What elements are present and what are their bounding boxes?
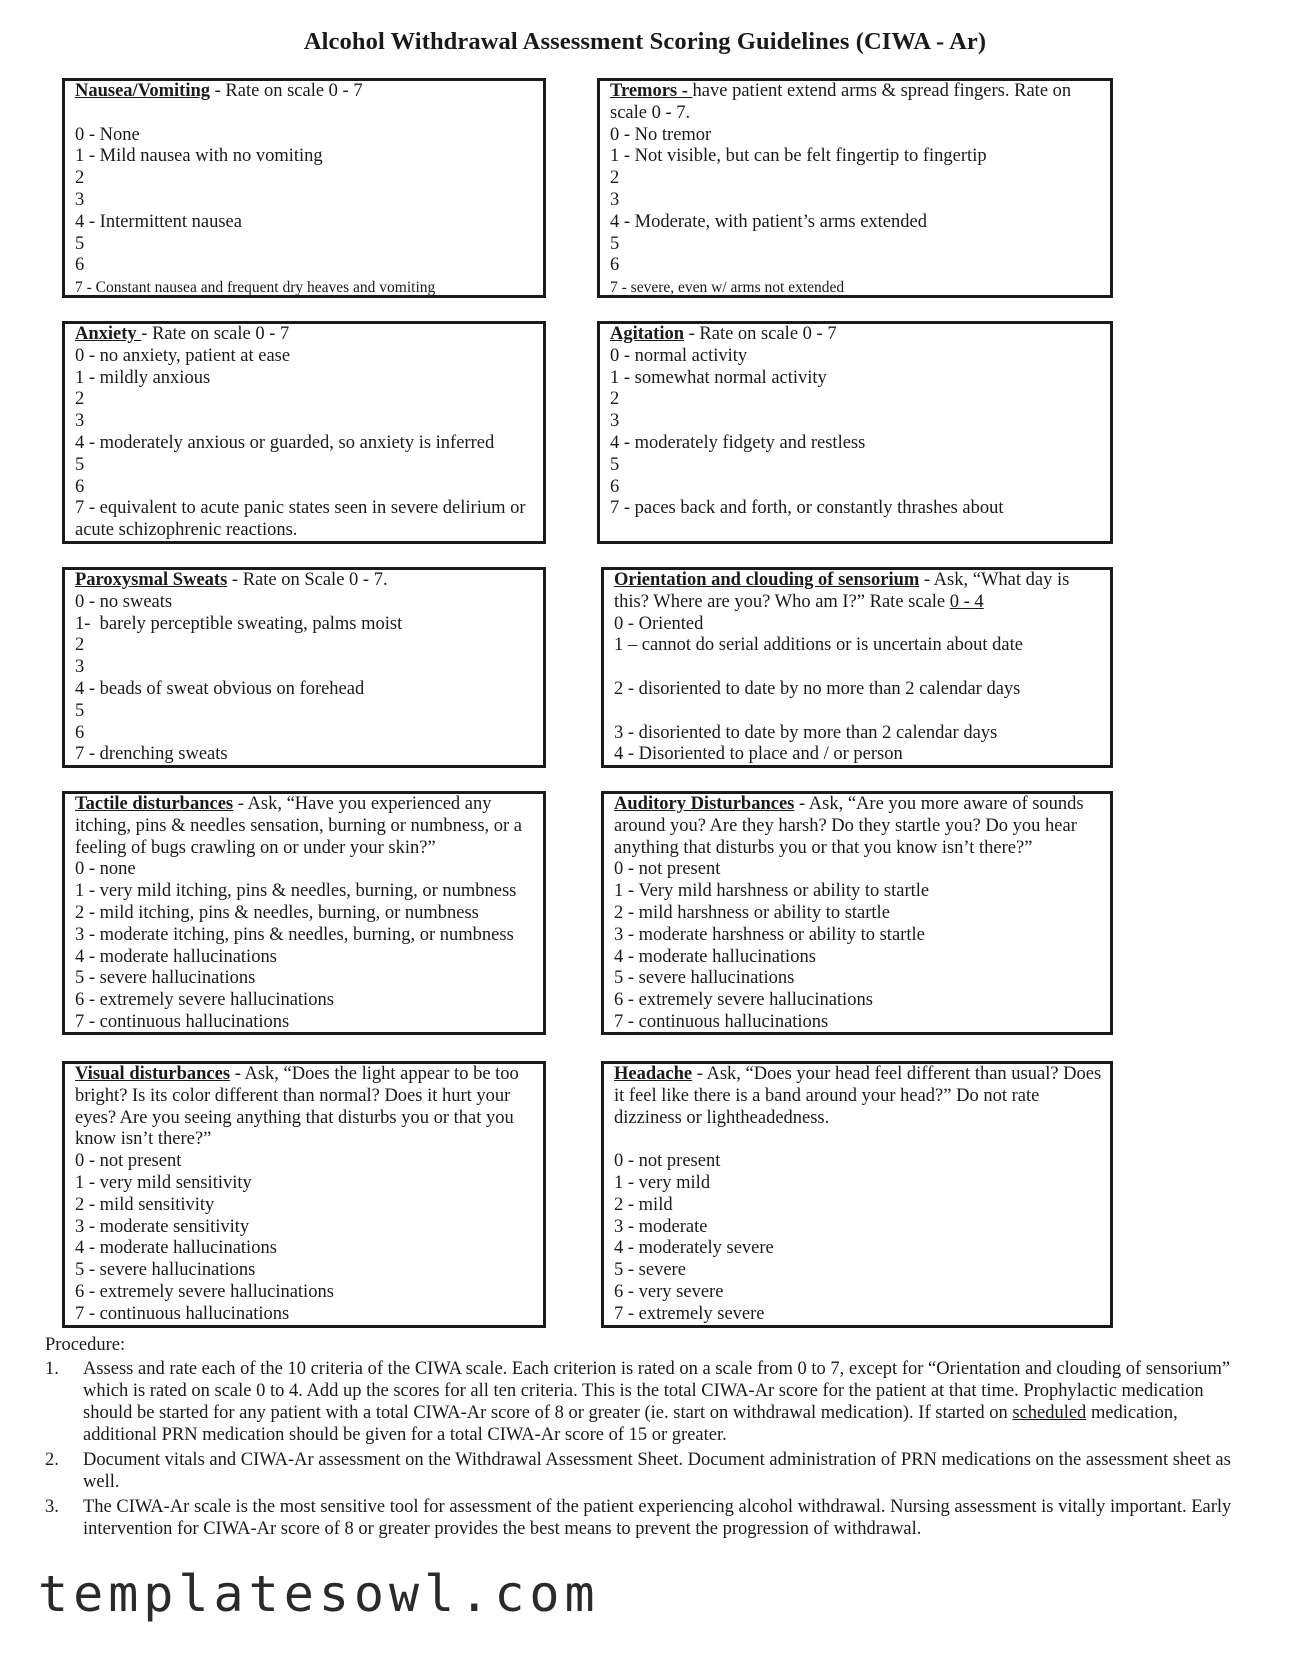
auditory-item: 0 - not present	[614, 859, 721, 880]
procedure-step-text: medication, additional PRN medication should be given for a total CIWA-Ar score of 15 or greater.	[83, 1403, 1178, 1445]
agitation-intro-text: - Rate on scale 0 - 7	[684, 324, 837, 344]
visual-item: 4 - moderate hallucinations	[75, 1238, 277, 1259]
nausea-item: 1 - Mild nausea with no vomiting	[75, 146, 323, 167]
orientation-item: 4 - Disoriented to place and / or person	[614, 744, 903, 765]
orientation-intro	[614, 570, 1102, 614]
tactile-heading: Tactile disturbances	[75, 794, 234, 814]
tremors-intro	[610, 81, 1102, 125]
procedure-step	[45, 1496, 1255, 1540]
auditory-heading: Auditory Disturbances	[614, 794, 795, 814]
tremors-item: 2	[610, 168, 620, 189]
tremors-box	[597, 78, 1113, 298]
headache-item: 6 - very severe	[614, 1281, 724, 1302]
procedure-step	[45, 1449, 1255, 1493]
headache-intro	[614, 1064, 1102, 1129]
headache-item: 3 - moderate	[614, 1216, 708, 1237]
anxiety-item: 2	[75, 389, 85, 410]
agitation-heading: Agitation	[610, 324, 684, 344]
headache-item: 7 - extremely severe	[614, 1303, 765, 1324]
auditory-intro-text: - Ask, “Are you more aware of sounds around you? Are they harsh? Do they startle you? Do you hear anything that disturbs you or that you know isn’t there?”	[614, 794, 1084, 858]
procedure-step	[45, 1358, 1255, 1446]
tremors-intro-text: have patient extend arms & spread fingers. Rate on scale 0 - 7.	[610, 81, 1072, 123]
tactile-item: 6 - extremely severe hallucinations	[75, 990, 334, 1011]
procedure-step-emphasis: scheduled	[1012, 1403, 1087, 1423]
orientation-item: 0 - Oriented	[614, 613, 704, 634]
headache-item: 4 - moderately severe	[614, 1238, 774, 1259]
nausea-item: 3	[75, 189, 85, 210]
page-title: Alcohol Withdrawal Assessment Scoring Guidelines (CIWA - Ar)	[303, 28, 987, 55]
anxiety-item: 1 - mildly anxious	[75, 367, 211, 388]
sweats-intro	[75, 570, 535, 592]
nausea-item: 2	[75, 168, 85, 189]
auditory-item: 4 - moderate hallucinations	[614, 946, 816, 967]
tactile-intro-text: - Ask, “Have you experienced any itching, pins & needles sensation, burning or numbness, or a feeling of bugs crawling on or under your skin?”	[75, 794, 523, 858]
orientation-box	[601, 567, 1113, 768]
headache-heading: Headache	[614, 1064, 693, 1084]
headache-intro-text: - Ask, “Does your head feel different than usual? Does it feel like there is a band around your head?” Do not rate dizziness or lightheadedness.	[614, 1064, 1102, 1128]
sweats-intro-text: - Rate on Scale 0 - 7.	[227, 570, 388, 590]
tactile-item: 2 - mild itching, pins & needles, burning, or numbness	[75, 902, 479, 923]
anxiety-box	[62, 321, 546, 544]
tremors-item: 1 - Not visible, but can be felt fingertip to fingertip	[610, 146, 987, 167]
visual-intro	[75, 1064, 535, 1151]
sweats-box	[62, 567, 546, 768]
agitation-item: 2	[610, 389, 620, 410]
agitation-item: 6	[610, 476, 620, 497]
visual-heading: Visual disturbances	[75, 1064, 231, 1084]
tactile-item: 4 - moderate hallucinations	[75, 946, 277, 967]
agitation-item: 7 - paces back and forth, or constantly thrashes about	[610, 498, 1004, 519]
visual-item: 3 - moderate sensitivity	[75, 1216, 250, 1237]
anxiety-item: 0 - no anxiety, patient at ease	[75, 345, 291, 366]
procedure-step-number: 1.	[45, 1359, 59, 1379]
orientation-item: 1 – cannot do serial additions or is uncertain about date	[614, 635, 1023, 656]
tremors-heading: Tremors -	[610, 81, 693, 101]
procedure-step-text: The CIWA-Ar scale is the most sensitive tool for assessment of the patient experiencing alcohol withdrawal. Nursing assessment is vitally important. Early intervention for CIWA-Ar score of 8 or greater provides the best means to prevent the progression of withdrawal.	[83, 1497, 1232, 1539]
visual-item: 0 - not present	[75, 1151, 182, 1172]
orientation-heading: Orientation and clouding of sensorium	[614, 570, 920, 590]
visual-box	[62, 1061, 546, 1328]
headache-item: 5 - severe	[614, 1260, 686, 1281]
tremors-item: 7 - severe, even w/ arms not extended	[610, 279, 845, 297]
nausea-item: 4 - Intermittent nausea	[75, 211, 242, 232]
procedure-section	[45, 1334, 1255, 1543]
tremors-item: 6	[610, 255, 620, 276]
headache-item: 1 - very mild	[614, 1172, 711, 1193]
visual-item: 2 - mild sensitivity	[75, 1194, 215, 1215]
procedure-step-number: 2.	[45, 1450, 59, 1470]
agitation-item: 0 - normal activity	[610, 345, 748, 366]
watermark-text: templatesowl.com	[38, 1565, 600, 1623]
sweats-item: 5	[75, 700, 85, 721]
anxiety-item: 6	[75, 476, 85, 497]
tremors-item: 3	[610, 189, 620, 210]
orientation-item: 3 - disoriented to date by more than 2 calendar days	[614, 722, 998, 743]
nausea-intro	[75, 81, 535, 103]
orientation-intro-text: - Ask, “What day is this? Where are you? Who am I?” Rate scale	[614, 570, 1070, 612]
nausea-item: 5	[75, 233, 85, 254]
agitation-box	[597, 321, 1113, 544]
visual-item: 5 - severe hallucinations	[75, 1260, 256, 1281]
headache-item: 2 - mild	[614, 1194, 673, 1215]
tactile-item: 7 - continuous hallucinations	[75, 1011, 290, 1032]
auditory-item: 1 - Very mild harshness or ability to startle	[614, 881, 930, 902]
nausea-item: 7 - Constant nausea and frequent dry heaves and vomiting	[75, 279, 436, 297]
sweats-item: 0 - no sweats	[75, 591, 173, 612]
tremors-item: 5	[610, 233, 620, 254]
agitation-item: 4 - moderately fidgety and restless	[610, 432, 866, 453]
orientation-item: 2 - disoriented to date by no more than 2 calendar days	[614, 678, 1021, 699]
auditory-box	[601, 791, 1113, 1035]
anxiety-item: 3	[75, 411, 85, 432]
anxiety-item: 4 - moderately anxious or guarded, so anxiety is inferred	[75, 432, 495, 453]
nausea-vomiting-box	[62, 78, 546, 298]
sweats-heading: Paroxysmal Sweats	[75, 570, 228, 590]
tactile-item: 3 - moderate itching, pins & needles, burning, or numbness	[75, 924, 514, 945]
tactile-box	[62, 791, 546, 1035]
auditory-item: 2 - mild harshness or ability to startle	[614, 902, 890, 923]
procedure-step-text: Document vitals and CIWA-Ar assessment on the Withdrawal Assessment Sheet. Document administration of PRN medications on the assessment sheet as well.	[83, 1450, 1231, 1492]
sweats-item: 3	[75, 657, 85, 678]
orientation-item	[614, 657, 1102, 679]
tremors-item: 0 - No tremor	[610, 124, 712, 145]
auditory-intro	[614, 794, 1102, 859]
anxiety-item: 7 - equivalent to acute panic states seen in severe delirium or acute schizophrenic reactions.	[75, 498, 526, 541]
sweats-item: 4 - beads of sweat obvious on forehead	[75, 678, 365, 699]
headache-box	[601, 1061, 1113, 1328]
visual-item: 7 - continuous hallucinations	[75, 1303, 290, 1324]
anxiety-item: 5	[75, 454, 85, 475]
tactile-item: 0 - none	[75, 859, 136, 880]
nausea-intro-text: - Rate on scale 0 - 7	[210, 81, 363, 101]
anxiety-heading: Anxiety	[75, 324, 142, 344]
nausea-heading: Nausea/Vomiting	[75, 81, 211, 101]
orientation-scale: 0 - 4	[949, 591, 984, 612]
nausea-item: 0 - None	[75, 124, 140, 145]
anxiety-intro	[75, 324, 535, 346]
orientation-item	[614, 701, 1102, 723]
headache-item: 0 - not present	[614, 1151, 721, 1172]
agitation-item: 1 - somewhat normal activity	[610, 367, 827, 388]
agitation-intro	[610, 324, 1102, 346]
sweats-item: 7 - drenching sweats	[75, 744, 228, 765]
agitation-item: 5	[610, 454, 620, 475]
procedure-step-number: 3.	[45, 1497, 59, 1517]
auditory-item: 5 - severe hallucinations	[614, 968, 795, 989]
tactile-item: 5 - severe hallucinations	[75, 968, 256, 989]
visual-intro-text: - Ask, “Does the light appear to be too bright? Is its color different than normal? Does it hurt your eyes? Are you seeing anything that disturbs you or that you know isn’t there?”	[75, 1064, 519, 1150]
procedure-list	[45, 1358, 1255, 1540]
auditory-item: 7 - continuous hallucinations	[614, 1011, 829, 1032]
sweats-item: 2	[75, 635, 85, 656]
procedure-step-text: Assess and rate each of the 10 criteria of the CIWA scale. Each criterion is rated on a scale from 0 to 7, except for “Orientation and clouding of sensorium” which is rated on scale 0 to 4. Add up the scores for all ten criteria. This is the total CIWA-Ar score for the patient at that time. Prophylactic medication should be started for any patient with a total CIWA-Ar score of 8 or greater (ie. start on withdrawal medication). If started on	[83, 1359, 1231, 1423]
sweats-item: 6	[75, 722, 85, 743]
tactile-intro	[75, 794, 535, 859]
sweats-item: 1- barely perceptible sweating, palms moist	[75, 613, 403, 634]
visual-item: 6 - extremely severe hallucinations	[75, 1281, 334, 1302]
headache-item	[614, 1129, 1102, 1151]
tremors-item: 4 - Moderate, with patient’s arms extended	[610, 211, 927, 232]
auditory-item: 6 - extremely severe hallucinations	[614, 990, 873, 1011]
agitation-item: 3	[610, 411, 620, 432]
auditory-item: 3 - moderate harshness or ability to startle	[614, 924, 925, 945]
visual-item: 1 - very mild sensitivity	[75, 1172, 252, 1193]
nausea-item: 6	[75, 255, 85, 276]
anxiety-intro-text: - Rate on scale 0 - 7	[141, 324, 290, 344]
procedure-heading: Procedure:	[45, 1335, 126, 1355]
tactile-item: 1 - very mild itching, pins & needles, burning, or numbness	[75, 881, 517, 902]
